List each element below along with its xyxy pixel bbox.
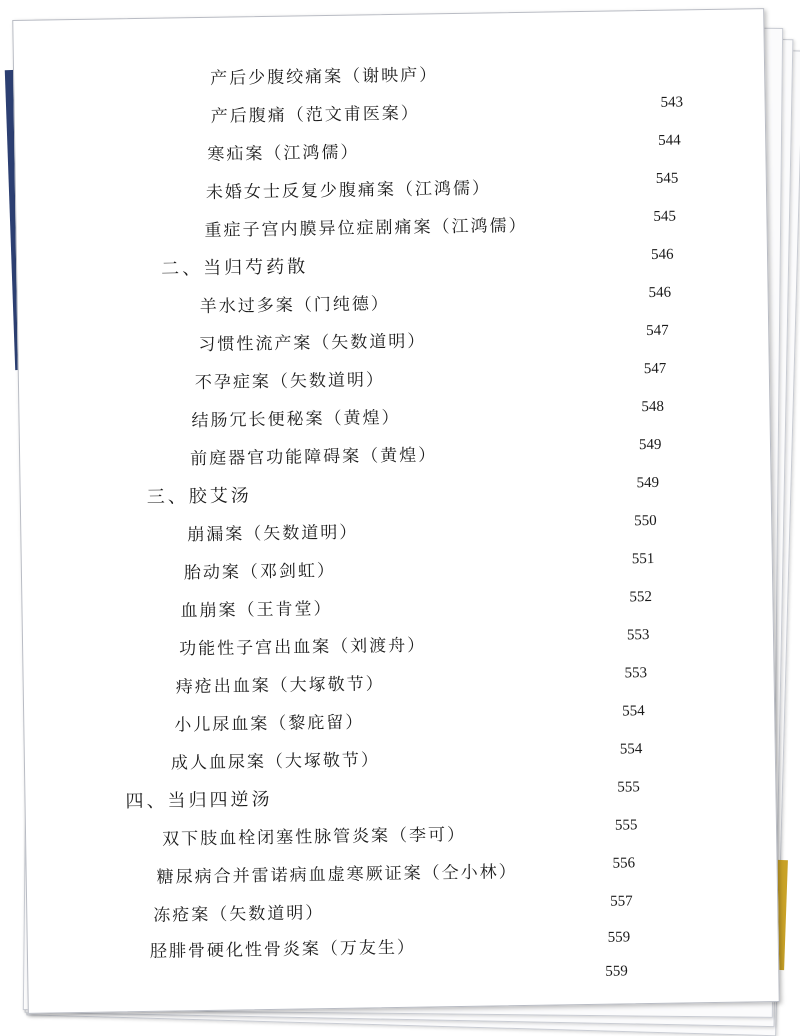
toc-entry-title[interactable]: 胫腓骨硬化性骨炎案（万友生） [149,937,417,962]
toc-entry-title[interactable]: 重症子宫内膜异位症剧痛案（江鸿儒） [204,215,528,241]
toc-page-number: 544 [658,132,681,149]
toc-entry-title[interactable]: 崩漏案（矢数道明） [187,522,359,546]
toc-page-number: 551 [631,550,655,568]
toc-entry-title[interactable]: 未婚女士反复少腹痛案（江鸿儒） [205,178,492,203]
toc-page-number: 546 [648,284,672,302]
toc-line [19,359,769,401]
toc-line [19,397,769,439]
toc-entry-title[interactable]: 糖尿病合并雷诺病血虚寒厥证案（仝小林） [156,862,518,888]
toc-entry-title[interactable]: 结肠冗长便秘案（黄煌） [191,407,401,432]
toc-line [17,245,767,287]
toc-page [12,8,780,1014]
toc-line [22,549,772,591]
toc-entry-title[interactable]: 功能性子宫出血案（刘渡舟） [178,635,427,660]
toc-list [13,9,763,980]
toc-entry-title[interactable]: 不孕症案（矢数道明） [194,370,386,394]
toc-page-number: 557 [610,893,633,910]
toc-page-number: 549 [638,436,662,454]
toc-entry-title[interactable]: 血崩案（王肯堂） [180,599,333,622]
toc-page-number: 553 [624,665,648,682]
toc-line [27,853,777,895]
toc-line [16,169,766,211]
toc-entry-title[interactable]: 成人血尿案（大塚敬节） [170,750,381,774]
toc-page-number: 555 [614,817,638,834]
toc-line [25,739,775,781]
toc-entry-title[interactable]: 冻疮案（矢数道明） [153,903,325,926]
toc-line [23,625,773,667]
toc-line [21,473,771,515]
toc-entry-title[interactable]: 习惯性流产案（矢数道明） [198,331,427,356]
toc-page-number: 559 [607,929,631,946]
toc-line [27,891,777,933]
toc-page-number: 554 [619,741,643,758]
toc-page-number: 552 [629,588,653,606]
toc-line [18,321,768,363]
toc-page-number: 555 [617,779,640,796]
toc-page-number: 554 [622,703,645,720]
toc-line [24,663,774,705]
toc-line [25,777,775,819]
toc-line [15,93,765,135]
toc-page-number: 556 [612,855,636,872]
toc-line [24,701,774,743]
toc-entry-title[interactable]: 前庭器官功能障碍案（黄煌） [190,445,438,470]
toc-entry-title[interactable]: 痔疮出血案（大塚敬节） [175,674,385,698]
toc-entry-title[interactable]: 寒疝案（江鸿儒） [207,142,360,165]
toc-page-number: 559 [605,963,628,980]
toc-page-number: 545 [655,170,679,187]
toc-entry-title[interactable]: 胎动案（邓剑虹） [183,560,337,584]
toc-entry-title[interactable]: 小儿尿血案（黎庇留） [174,712,365,736]
toc-page-number: 546 [650,246,674,263]
toc-line [20,435,770,477]
toc-page-number: 550 [634,512,657,530]
toc-entry-title[interactable]: 羊水过多案（门纯德） [199,294,390,318]
toc-section-heading[interactable]: 四、当归四逆汤 [125,788,273,813]
toc-page-number: 553 [626,627,650,644]
toc-line [15,131,765,173]
toc-line [22,587,772,629]
toc-entry-title[interactable]: 产后腹痛（范文甫医案） [210,103,420,127]
toc-line [28,961,778,1003]
toc-page-number: 543 [660,94,684,111]
toc-line [14,55,764,97]
toc-section-heading[interactable]: 三、胶艾汤 [146,485,252,508]
toc-entry-title[interactable]: 双下肢血栓闭塞性脉管炎案（李可） [161,824,467,850]
toc-page-number: 549 [636,474,660,492]
toc-line [16,207,766,249]
toc-page-number: 548 [641,398,665,416]
toc-entry-title[interactable]: 产后少腹绞痛案（谢映庐） [210,65,439,89]
toc-page-number [654,56,714,57]
toc-line [18,283,768,325]
toc-line [21,511,771,553]
toc-page-number: 545 [653,208,677,225]
toc-page-number: 547 [646,322,669,340]
toc-section-heading[interactable]: 二、当归芍药散 [161,256,309,280]
toc-line [26,815,776,857]
toc-page-number: 547 [643,360,667,378]
